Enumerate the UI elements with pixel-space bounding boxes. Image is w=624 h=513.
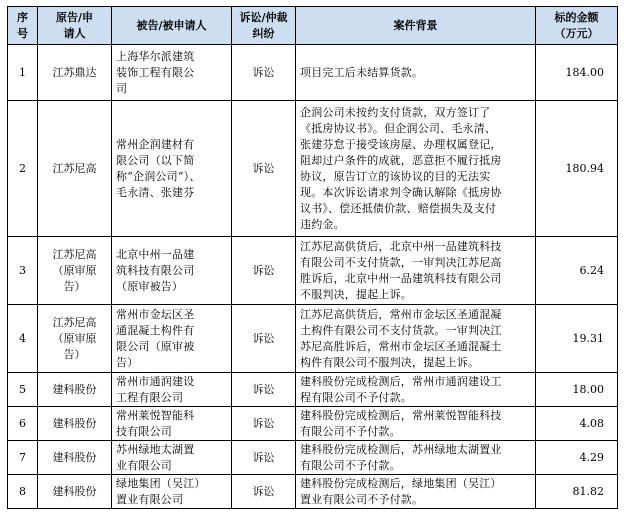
background-line: 江苏尼高供货后，北京中州一品建筑科技 (300, 239, 502, 253)
background-cell (296, 45, 536, 101)
plaintiff-cell (38, 45, 112, 101)
table-body (8, 45, 618, 509)
defendant-line: 限公司（原审被 (116, 339, 195, 353)
plaintiff-line: 江苏鼎达 (52, 65, 97, 79)
background-line: 现。本次诉讼请求判令确认解除《抵房协 (300, 185, 502, 199)
header-defendant: 被告/被申请人 (112, 7, 232, 45)
background-line: 胜诉后，北京中州一品建筑科技有限公司 (300, 271, 502, 285)
background-line: 江苏尼高供货后，常州市金坛区圣通混凝 (300, 307, 502, 321)
background-line: 土构件有限公司不支付货款。一审判决江 (300, 323, 502, 337)
case-type-cell: 诉讼 (232, 237, 296, 305)
background-line: 不服判决，提起上诉。 (300, 287, 412, 301)
background-line: 有限公司不支付货款，一审判决江苏尼高 (300, 255, 502, 269)
defendant-cell (112, 101, 232, 237)
defendant-line: 常州市通润建设 (116, 374, 195, 388)
background-cell (296, 237, 536, 305)
defendant-line: 技有限公司 (116, 424, 172, 438)
defendant-line: 司 (116, 81, 128, 95)
background-line: 协议，原告订立的该协议的目的无法实 (300, 169, 491, 183)
background-line: 苏尼高胜诉后，常州市金坛区圣通混凝土 (300, 339, 502, 353)
case-type-cell: 诉讼 (232, 45, 296, 101)
background-line: 企润公司未按约支付货款，双方签订了 (300, 105, 491, 119)
defendant-line: 绿地集团（吴江） (116, 476, 206, 490)
header-amount: 标的金额 （万元） (536, 7, 618, 45)
background-line: 建科股份完成检测后，常州莱悦智能科技 (300, 408, 502, 422)
amount-cell: 4.08 (536, 407, 618, 441)
plaintiff-line: 江苏尼高 (52, 315, 97, 329)
plaintiff-line: 告） (63, 279, 86, 293)
plaintiff-line: 告） (63, 347, 86, 361)
plaintiff-line: 建科股份 (52, 484, 97, 498)
case-type-cell: 诉讼 (232, 441, 296, 475)
defendant-line: 通混凝土构件有 (116, 323, 195, 337)
defendant-line: （原审被告） (116, 279, 184, 293)
header-case-type: 诉讼/仲裁 纠纷 (232, 7, 296, 45)
background-cell (296, 305, 536, 373)
background-line: 项目完工后未结算货款。 (300, 65, 424, 79)
defendant-cell (112, 407, 232, 441)
background-cell (296, 441, 536, 475)
table-row (8, 237, 618, 305)
defendant-line: 毛永清、张建芬 (116, 185, 195, 199)
table-header-row (8, 7, 618, 45)
background-line: 议书》、偿还抵债价款、赔偿损失及支付 (300, 201, 497, 215)
row-index-cell: 3 (8, 237, 38, 305)
row-index-cell: 1 (8, 45, 38, 101)
plaintiff-line: （原审原 (52, 331, 97, 345)
amount-cell: 184.00 (536, 45, 618, 101)
case-type-cell: 诉讼 (232, 475, 296, 509)
background-cell (296, 407, 536, 441)
background-line: 置业有限公司不予付款。 (300, 492, 424, 506)
background-line: 有限公司不予付款。 (300, 424, 401, 438)
defendant-cell (112, 45, 232, 101)
defendant-line: 上海华尔派建筑 (116, 49, 195, 63)
defendant-cell (112, 305, 232, 373)
row-index-cell: 4 (8, 305, 38, 373)
plaintiff-cell (38, 305, 112, 373)
background-line: 建科股份完成检测后，常州市通润建设工 (300, 374, 502, 388)
litigation-table (7, 6, 618, 509)
plaintiff-cell (38, 475, 112, 509)
defendant-line: 告） (116, 355, 139, 369)
defendant-line: 置业有限公司 (116, 492, 184, 506)
background-line: 阻却过户条件的成就，恶意拒不履行抵房 (300, 153, 502, 167)
defendant-line: 常州企润建材有 (116, 137, 195, 151)
amount-cell: 18.00 (536, 373, 618, 407)
case-type-cell: 诉讼 (232, 305, 296, 373)
plaintiff-line: 建科股份 (52, 416, 97, 430)
table-row (8, 441, 618, 475)
row-index-cell: 7 (8, 441, 38, 475)
defendant-cell (112, 237, 232, 305)
header-index: 序 号 (8, 7, 38, 45)
plaintiff-line: 建科股份 (52, 450, 97, 464)
defendant-line: 筑科技有限公司 (116, 263, 195, 277)
defendant-line: 业有限公司 (116, 458, 172, 472)
background-line: 程有限公司不予付款。 (300, 390, 412, 404)
background-cell (296, 373, 536, 407)
background-line: 建科股份完成检测后，绿地集团（吴江） (300, 476, 502, 490)
table-row (8, 407, 618, 441)
defendant-cell (112, 475, 232, 509)
plaintiff-cell (38, 441, 112, 475)
table-row (8, 373, 618, 407)
background-line: 张建芬怠于接受该房屋、办理权属登记， (300, 137, 502, 151)
row-index-cell: 6 (8, 407, 38, 441)
defendant-line: 苏州绿地太湖置 (116, 442, 195, 456)
row-index-cell: 2 (8, 101, 38, 237)
background-line: 建科股份完成检测后，苏州绿地太湖置业 (300, 442, 502, 456)
plaintiff-cell (38, 237, 112, 305)
background-cell (296, 101, 536, 237)
plaintiff-line: 建科股份 (52, 382, 97, 396)
background-line: 构件有限公司不服判决，提起上诉。 (300, 355, 480, 369)
case-type-cell: 诉讼 (232, 407, 296, 441)
row-index-cell: 5 (8, 373, 38, 407)
case-type-cell: 诉讼 (232, 101, 296, 237)
defendant-cell (112, 441, 232, 475)
plaintiff-line: 江苏尼高 (52, 247, 97, 261)
defendant-line: 常州市金坛区圣 (116, 307, 195, 321)
plaintiff-cell (38, 373, 112, 407)
background-cell (296, 475, 536, 509)
plaintiff-line: （原审原 (52, 263, 97, 277)
defendant-line: 北京中州一品建 (116, 247, 195, 261)
amount-cell: 81.82 (536, 475, 618, 509)
background-line: 有限公司不予付款。 (300, 458, 401, 472)
defendant-line: 装饰工程有限公 (116, 65, 195, 79)
plaintiff-cell (38, 101, 112, 237)
amount-cell: 19.31 (536, 305, 618, 373)
header-plaintiff: 原告/申 请人 (38, 7, 112, 45)
background-line: 违约金。 (300, 217, 345, 231)
defendant-line: 限公司（以下简 (116, 153, 195, 167)
defendant-line: 常州莱悦智能科 (116, 408, 195, 422)
amount-cell: 6.24 (536, 237, 618, 305)
amount-cell: 4.29 (536, 441, 618, 475)
defendant-cell (112, 373, 232, 407)
defendant-line: 工程有限公司 (116, 390, 184, 404)
plaintiff-line: 江苏尼高 (52, 161, 97, 175)
background-line: 《抵房协议书》。但企润公司、毛永清、 (300, 121, 497, 135)
plaintiff-cell (38, 407, 112, 441)
amount-cell: 180.94 (536, 101, 618, 237)
defendant-line: 称“企润公司”）、 (116, 169, 201, 183)
table-row (8, 101, 618, 237)
table-row (8, 305, 618, 373)
row-index-cell: 8 (8, 475, 38, 509)
header-background: 案件背景 (296, 7, 536, 45)
case-type-cell: 诉讼 (232, 373, 296, 407)
table-row (8, 45, 618, 101)
table-row (8, 475, 618, 509)
